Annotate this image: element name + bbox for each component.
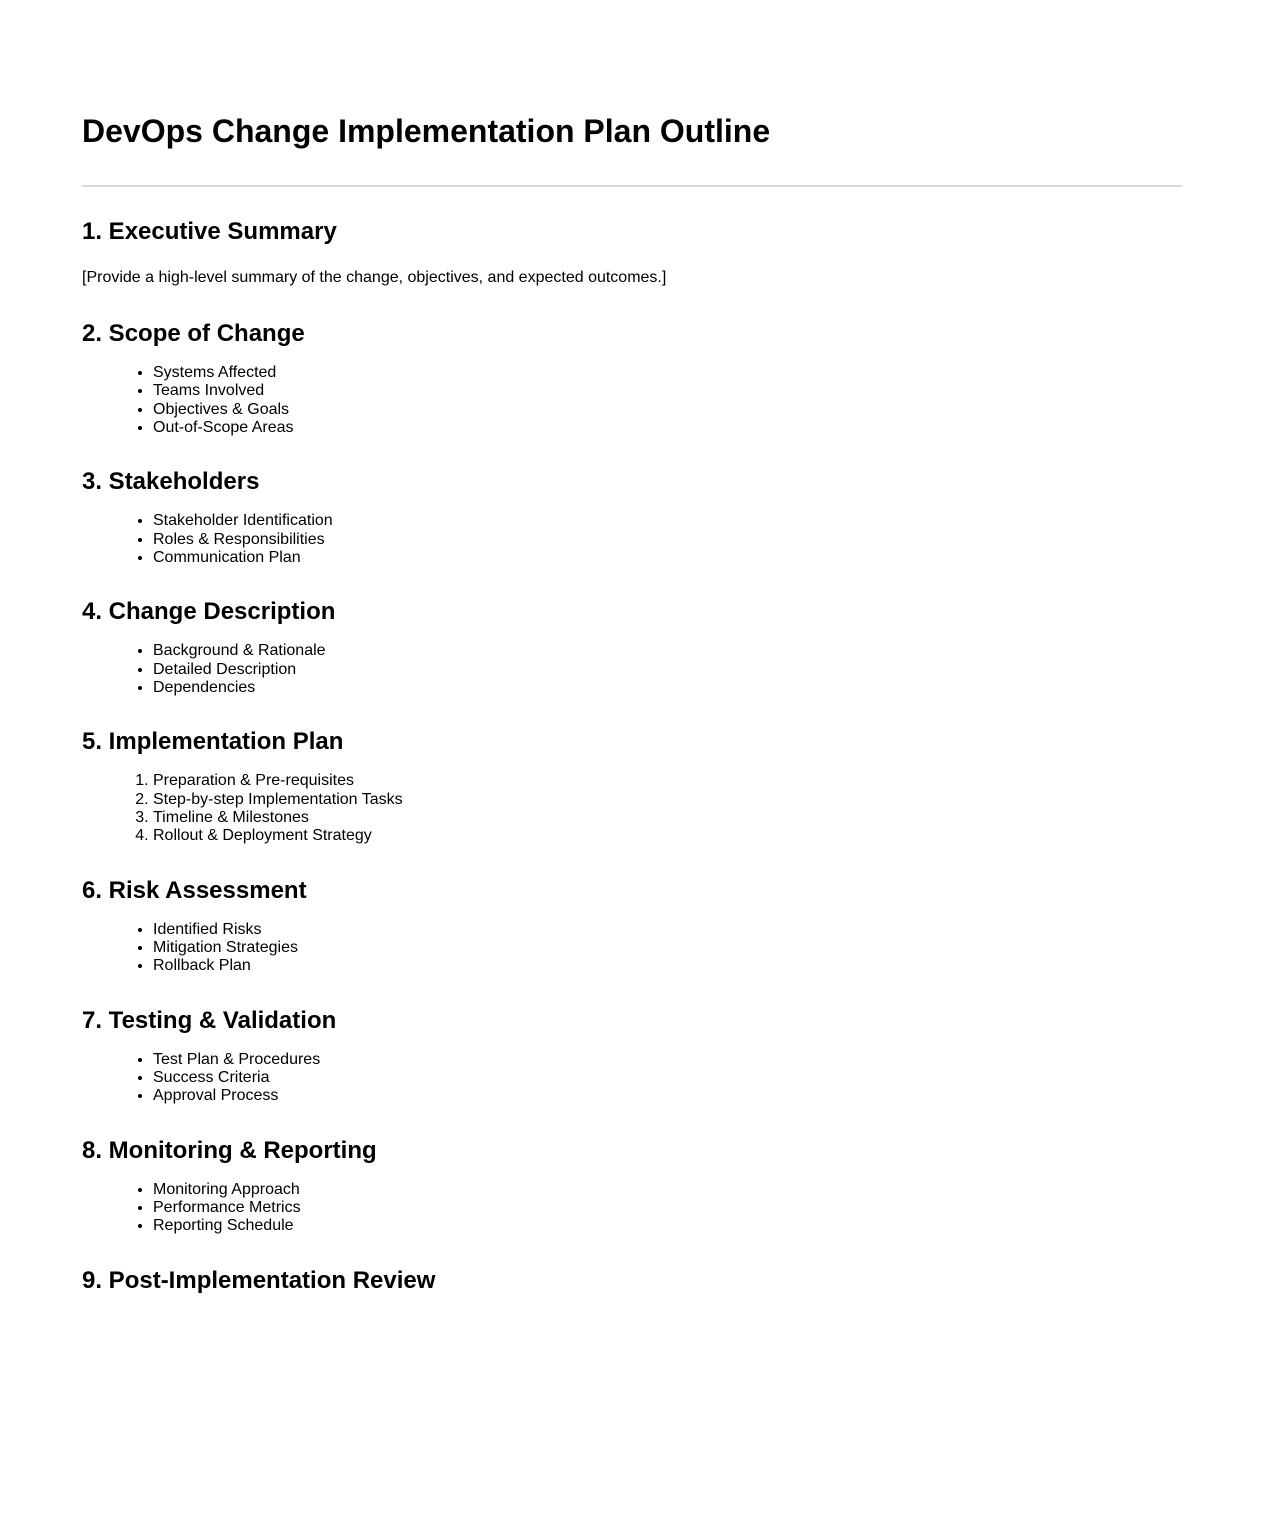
section-list bbox=[82, 1051, 1182, 1106]
list-item: • Detailed Description bbox=[153, 661, 1182, 679]
list-item: • Identified Risks bbox=[153, 921, 1182, 939]
list-item: • Rollback Plan bbox=[153, 957, 1182, 975]
title-divider bbox=[82, 185, 1182, 187]
section-heading: 2. Scope of Change bbox=[82, 320, 305, 347]
section-list bbox=[82, 642, 1182, 697]
section-heading: 1. Executive Summary bbox=[82, 218, 337, 245]
list-item: • Out-of-Scope Areas bbox=[153, 419, 1182, 437]
list-item: • Systems Affected bbox=[153, 364, 1182, 382]
list-item: • Dependencies bbox=[153, 679, 1182, 697]
list-item: • Roles & Responsibilities bbox=[153, 531, 1182, 549]
section-heading: 4. Change Description bbox=[82, 598, 336, 626]
section-monitoring-reporting bbox=[82, 1137, 1182, 1236]
list-item: • Stakeholder Identification bbox=[153, 512, 1182, 530]
section-heading: 9. Post-Implementation Review bbox=[82, 1266, 436, 1294]
list-item: • Background & Rationale bbox=[153, 642, 1182, 660]
list-item: • Performance Metrics bbox=[153, 1199, 1182, 1217]
list-item: • Teams Involved bbox=[153, 382, 1182, 400]
section-stakeholders bbox=[82, 468, 1182, 567]
list-item: • Reporting Schedule bbox=[153, 1217, 1182, 1235]
list-item: 1. Preparation & Pre-requisites bbox=[153, 772, 1182, 790]
list-item: • Approval Process bbox=[153, 1087, 1182, 1105]
section-heading: 7. Testing & Validation bbox=[82, 1006, 337, 1034]
section-list bbox=[82, 921, 1182, 976]
section-testing-validation bbox=[82, 1007, 1182, 1106]
list-item: • Test Plan & Procedures bbox=[153, 1051, 1182, 1069]
section-implementation-plan bbox=[82, 728, 1182, 845]
section-paragraph: [Provide a high-level summary of the change, objectives, and expected outcomes.] bbox=[82, 269, 667, 286]
section-ordered-list bbox=[82, 772, 1182, 845]
list-item: • Monitoring Approach bbox=[153, 1181, 1182, 1199]
section-list bbox=[82, 1181, 1182, 1236]
section-risk-assessment bbox=[82, 877, 1182, 976]
page-title: DevOps Change Implementation Plan Outline bbox=[82, 113, 771, 149]
section-heading: 8. Monitoring & Reporting bbox=[82, 1136, 377, 1164]
section-scope-of-change bbox=[82, 320, 1182, 437]
list-item: 3. Timeline & Milestones bbox=[153, 809, 1182, 827]
section-executive-summary bbox=[82, 218, 1182, 289]
list-item: • Mitigation Strategies bbox=[153, 939, 1182, 957]
list-item: 2. Step-by-step Implementation Tasks bbox=[153, 791, 1182, 809]
section-list bbox=[82, 512, 1182, 567]
list-item: 4. Rollout & Deployment Strategy bbox=[153, 827, 1182, 845]
section-heading: 6. Risk Assessment bbox=[82, 876, 307, 904]
section-change-description bbox=[82, 598, 1182, 697]
section-heading: 5. Implementation Plan bbox=[82, 728, 344, 756]
section-heading: 3. Stakeholders bbox=[82, 468, 260, 496]
list-item: • Success Criteria bbox=[153, 1069, 1182, 1087]
section-list bbox=[82, 364, 1182, 437]
section-post-implementation-review bbox=[82, 1267, 1182, 1295]
list-item: • Objectives & Goals bbox=[153, 401, 1182, 419]
list-item: • Communication Plan bbox=[153, 549, 1182, 567]
